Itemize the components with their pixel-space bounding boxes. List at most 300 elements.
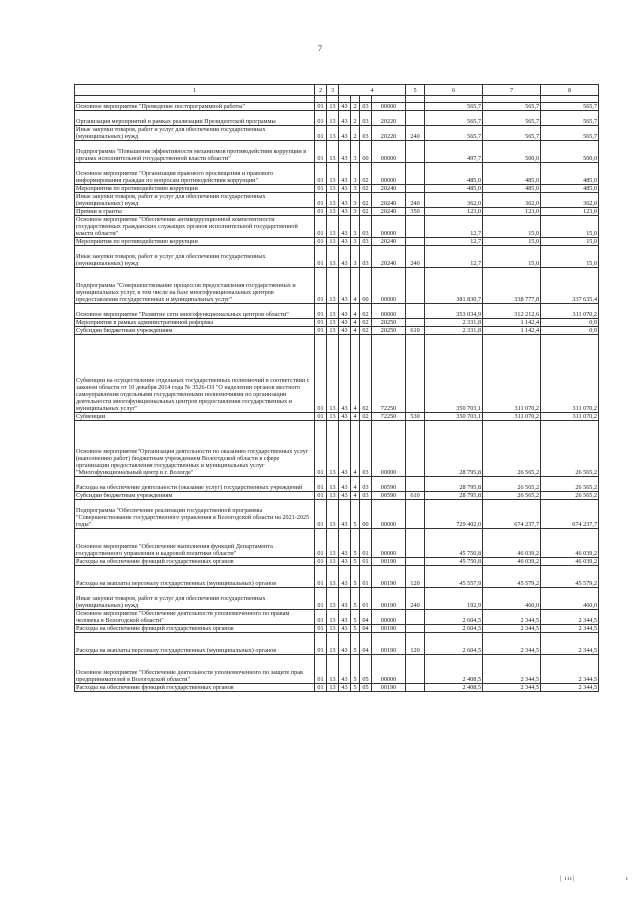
- value-2022-cell: 312 212,6: [483, 304, 541, 319]
- code-cell: 43: [339, 655, 351, 684]
- value-2023-cell: 460,0: [541, 588, 599, 610]
- value-2021-cell: 192,9: [425, 588, 483, 610]
- value-2023-cell: 26 565,2: [541, 421, 599, 477]
- value-2022-cell: 362,0: [483, 193, 541, 208]
- value-2023-cell: 2 344,5: [541, 655, 599, 684]
- value-2023-cell: 565,7: [541, 126, 599, 141]
- kvr-cell: 530: [406, 413, 425, 421]
- value-2021-cell: 45 750,8: [425, 558, 483, 566]
- code-cell: 03: [360, 103, 372, 111]
- value-2023-cell: 337 635,4: [541, 268, 599, 304]
- code-cell: 13: [327, 566, 339, 588]
- value-2023-cell: 2 344,5: [541, 684, 599, 692]
- value-2021-cell: 2 604,5: [425, 633, 483, 655]
- row-name-cell: Подпрограмма "Обеспечение реализации государственной программы "Совершенствование государственного управления в Вологодской области на 2021-2025 годы": [75, 500, 315, 529]
- value-2023-cell: 362,0: [541, 193, 599, 208]
- kvr-cell: 240: [406, 193, 425, 208]
- code-cell: 13: [327, 625, 339, 633]
- code-cell: 00: [360, 141, 372, 163]
- code-cell: 00190: [372, 558, 406, 566]
- value-2021-cell: 565,7: [425, 126, 483, 141]
- code-cell: 43: [339, 304, 351, 319]
- kvr-cell: 120: [406, 566, 425, 588]
- code-cell: 43: [339, 111, 351, 126]
- table-row: [75, 566, 599, 588]
- code-cell: 00190: [372, 566, 406, 588]
- code-cell: 13: [327, 558, 339, 566]
- code-cell: [360, 96, 372, 103]
- code-cell: [315, 96, 327, 103]
- code-cell: 43: [339, 319, 351, 327]
- code-cell: 02: [360, 208, 372, 216]
- code-cell: 72250: [372, 413, 406, 421]
- code-cell: 01: [315, 492, 327, 500]
- code-cell: 20240: [372, 193, 406, 208]
- code-cell: 02: [360, 163, 372, 185]
- code-cell: 01: [315, 304, 327, 319]
- code-cell: 04: [360, 633, 372, 655]
- code-cell: 43: [339, 335, 351, 413]
- code-cell: 00590: [372, 492, 406, 500]
- scan-mark: ı: [626, 876, 628, 882]
- value-2023-cell: 15,0: [541, 246, 599, 268]
- code-cell: 00000: [372, 421, 406, 477]
- value-2021-cell: 12,7: [425, 246, 483, 268]
- value-2022-cell: 338 777,8: [483, 268, 541, 304]
- code-cell: 43: [339, 610, 351, 625]
- value-2021-cell: 2 604,5: [425, 610, 483, 625]
- header-cell: 8: [541, 85, 599, 96]
- code-cell: 5: [351, 500, 360, 529]
- table-row: [75, 625, 599, 633]
- code-cell: 43: [339, 208, 351, 216]
- code-cell: 43: [339, 558, 351, 566]
- table-row: [75, 126, 599, 141]
- row-name-cell: Основное мероприятие "Обеспечение деятельности уполномоченного по защите прав предпринимателей в Вологодской области": [75, 655, 315, 684]
- kvr-cell: [406, 111, 425, 126]
- code-cell: 01: [315, 238, 327, 246]
- kvr-cell: [406, 655, 425, 684]
- value-2022-cell: 1 142,4: [483, 327, 541, 335]
- kvr-cell: 350: [406, 208, 425, 216]
- code-cell: 00000: [372, 655, 406, 684]
- code-cell: 43: [339, 477, 351, 492]
- code-cell: 03: [360, 126, 372, 141]
- code-cell: 03: [360, 238, 372, 246]
- value-2023-cell: 500,0: [541, 141, 599, 163]
- code-cell: 13: [327, 319, 339, 327]
- code-cell: 43: [339, 684, 351, 692]
- value-2023-cell: 485,0: [541, 185, 599, 193]
- table-row: [75, 268, 599, 304]
- code-cell: 01: [360, 588, 372, 610]
- budget-table: [74, 84, 599, 692]
- value-2021-cell: 729 402,0: [425, 500, 483, 529]
- code-cell: 43: [339, 566, 351, 588]
- value-2022-cell: 565,7: [483, 103, 541, 111]
- header-cell: 1: [75, 85, 315, 96]
- value-2023-cell: 46 039,2: [541, 558, 599, 566]
- value-2021-cell: [425, 96, 483, 103]
- code-cell: 13: [327, 246, 339, 268]
- code-cell: 13: [327, 238, 339, 246]
- row-name-cell: Подпрограмма "Повышение эффективности механизмов противодействия коррупции в органах исполнительной государственной власти области": [75, 141, 315, 163]
- code-cell: 13: [327, 208, 339, 216]
- code-cell: 03: [360, 111, 372, 126]
- code-cell: 43: [339, 588, 351, 610]
- kvr-cell: [406, 500, 425, 529]
- value-2023-cell: 26 565,2: [541, 477, 599, 492]
- kvr-cell: [406, 610, 425, 625]
- code-cell: 3: [351, 193, 360, 208]
- value-2022-cell: 485,0: [483, 185, 541, 193]
- row-name-cell: Премии и гранты: [75, 208, 315, 216]
- code-cell: 13: [327, 111, 339, 126]
- table-row: [75, 163, 599, 185]
- code-cell: 13: [327, 610, 339, 625]
- code-cell: 13: [327, 477, 339, 492]
- value-2022-cell: 674 237,7: [483, 500, 541, 529]
- code-cell: 3: [351, 141, 360, 163]
- code-cell: 00000: [372, 268, 406, 304]
- code-cell: 01: [315, 558, 327, 566]
- value-2021-cell: 353 034,9: [425, 304, 483, 319]
- row-name-cell: Подпрограмма "Совершенствование процессов предоставления государственных и муниципальных услуг, в том числе на базе многофункциональных центров предоставления государственных и муниципальных услуг": [75, 268, 315, 304]
- code-cell: 00000: [372, 163, 406, 185]
- code-cell: 5: [351, 566, 360, 588]
- value-2021-cell: 350 703,1: [425, 413, 483, 421]
- value-2023-cell: 311 070,2: [541, 304, 599, 319]
- code-cell: 01: [315, 655, 327, 684]
- kvr-cell: 610: [406, 327, 425, 335]
- code-cell: 13: [327, 126, 339, 141]
- table-row: [75, 216, 599, 238]
- value-2021-cell: 565,7: [425, 111, 483, 126]
- code-cell: 4: [351, 421, 360, 477]
- table-row: [75, 500, 599, 529]
- kvr-cell: [406, 625, 425, 633]
- row-name-cell: Основное мероприятие "Обеспечение антикоррупционной компетентности государственных гражданских служащих органов исполнительной государственной власти области": [75, 216, 315, 238]
- code-cell: 00590: [372, 477, 406, 492]
- code-cell: 2: [351, 111, 360, 126]
- table-row: [75, 141, 599, 163]
- code-cell: 13: [327, 304, 339, 319]
- value-2023-cell: 565,7: [541, 103, 599, 111]
- table-row: [75, 529, 599, 558]
- code-cell: 01: [315, 216, 327, 238]
- row-name-cell: Иные закупки товаров, работ и услуг для обеспечения государственных (муниципальных) нужд: [75, 246, 315, 268]
- row-name-cell: Основное мероприятие "Организация правового просвещения и правового информирования граждан по вопросам противодействия коррупции": [75, 163, 315, 185]
- code-cell: 13: [327, 327, 339, 335]
- value-2023-cell: 45 579,2: [541, 566, 599, 588]
- code-cell: 01: [315, 103, 327, 111]
- code-cell: 20220: [372, 126, 406, 141]
- code-cell: 20240: [372, 185, 406, 193]
- value-2023-cell: 15,0: [541, 216, 599, 238]
- code-cell: 01: [315, 588, 327, 610]
- code-cell: 43: [339, 633, 351, 655]
- code-cell: 01: [315, 319, 327, 327]
- value-2021-cell: 28 795,8: [425, 492, 483, 500]
- value-2023-cell: 15,0: [541, 238, 599, 246]
- code-cell: 43: [339, 141, 351, 163]
- value-2022-cell: 2 344,5: [483, 655, 541, 684]
- code-cell: 00190: [372, 684, 406, 692]
- value-2021-cell: 350 703,1: [425, 335, 483, 413]
- kvr-cell: 610: [406, 492, 425, 500]
- value-2021-cell: 28 795,8: [425, 477, 483, 492]
- table-row: [75, 684, 599, 692]
- value-2022-cell: 15,0: [483, 216, 541, 238]
- row-name-cell: Организация мероприятий в рамках реализации Президентской программы: [75, 111, 315, 126]
- row-name-cell: Основное мероприятие "Обеспечение деятельности уполномоченного по правам человека в Вологодской области": [75, 610, 315, 625]
- code-cell: 01: [315, 610, 327, 625]
- row-name-cell: Расходы на выплаты персоналу государственных (муниципальных) органов: [75, 633, 315, 655]
- code-cell: 01: [360, 558, 372, 566]
- code-cell: 3: [351, 216, 360, 238]
- row-name-cell: Субвенции на осуществление отдельных государственных полномочий в соответствии с законом области от 10 декабря 2014 года № 3526-ОЗ "О наделении органов местного самоуправления отдельными государственными полномочиями по организации деятельности многофункциональных центров предоставления государственных и муниципальных услуг": [75, 335, 315, 413]
- value-2023-cell: 0,0: [541, 319, 599, 327]
- table-row: [75, 492, 599, 500]
- code-cell: 20250: [372, 319, 406, 327]
- value-2021-cell: 485,0: [425, 163, 483, 185]
- value-2022-cell: 15,0: [483, 246, 541, 268]
- table-row: [75, 319, 599, 327]
- code-cell: 03: [360, 216, 372, 238]
- code-cell: 20240: [372, 238, 406, 246]
- row-name-cell: Мероприятия в рамках административной реформы: [75, 319, 315, 327]
- code-cell: 00000: [372, 304, 406, 319]
- value-2022-cell: 1 142,4: [483, 319, 541, 327]
- row-name-cell: Расходы на обеспечение функций государственных органов: [75, 625, 315, 633]
- code-cell: 5: [351, 558, 360, 566]
- table-row: [75, 558, 599, 566]
- code-cell: 5: [351, 529, 360, 558]
- code-cell: 5: [351, 610, 360, 625]
- table-row: [75, 335, 599, 413]
- code-cell: 02: [360, 413, 372, 421]
- value-2022-cell: 45 579,2: [483, 566, 541, 588]
- code-cell: 13: [327, 633, 339, 655]
- code-cell: 00000: [372, 529, 406, 558]
- value-2021-cell: 2 604,5: [425, 625, 483, 633]
- table-row: [75, 246, 599, 268]
- code-cell: 43: [339, 193, 351, 208]
- code-cell: 03: [360, 477, 372, 492]
- code-cell: 01: [315, 185, 327, 193]
- kvr-cell: [406, 684, 425, 692]
- code-cell: 43: [339, 126, 351, 141]
- code-cell: 3: [351, 238, 360, 246]
- code-cell: 00000: [372, 610, 406, 625]
- value-2022-cell: 2 344,5: [483, 684, 541, 692]
- table-row: [75, 477, 599, 492]
- code-cell: 01: [315, 413, 327, 421]
- kvr-cell: [406, 335, 425, 413]
- value-2023-cell: 311 070,2: [541, 413, 599, 421]
- table-row: [75, 588, 599, 610]
- code-cell: 3: [351, 163, 360, 185]
- code-cell: 01: [315, 529, 327, 558]
- code-cell: 01: [315, 335, 327, 413]
- code-cell: 01: [315, 141, 327, 163]
- code-cell: 5: [351, 684, 360, 692]
- table-row: [75, 238, 599, 246]
- value-2022-cell: 500,0: [483, 141, 541, 163]
- code-cell: 43: [339, 625, 351, 633]
- table-row: [75, 655, 599, 684]
- kvr-cell: [406, 216, 425, 238]
- table-row: [75, 193, 599, 208]
- code-cell: 00190: [372, 625, 406, 633]
- value-2021-cell: 2 408,5: [425, 684, 483, 692]
- value-2022-cell: 565,7: [483, 111, 541, 126]
- code-cell: 5: [351, 655, 360, 684]
- code-cell: 72250: [372, 335, 406, 413]
- value-2021-cell: 381 830,7: [425, 268, 483, 304]
- value-2021-cell: 12,7: [425, 238, 483, 246]
- code-cell: 4: [351, 268, 360, 304]
- code-cell: 02: [360, 327, 372, 335]
- row-name-cell: Иные закупки товаров, работ и услуг для обеспечения государственных (муниципальных) нужд: [75, 126, 315, 141]
- kvr-cell: [406, 319, 425, 327]
- code-cell: 02: [360, 185, 372, 193]
- code-cell: 13: [327, 413, 339, 421]
- table-row: [75, 185, 599, 193]
- table-row: [75, 413, 599, 421]
- value-2022-cell: 565,7: [483, 126, 541, 141]
- row-name-cell: Мероприятия по противодействию коррупции: [75, 238, 315, 246]
- code-cell: 13: [327, 655, 339, 684]
- value-2023-cell: 311 070,2: [541, 335, 599, 413]
- code-cell: 03: [360, 246, 372, 268]
- code-cell: 13: [327, 421, 339, 477]
- value-2021-cell: 45 557,9: [425, 566, 483, 588]
- code-cell: 13: [327, 684, 339, 692]
- kvr-cell: [406, 421, 425, 477]
- code-cell: 4: [351, 477, 360, 492]
- code-cell: 00190: [372, 633, 406, 655]
- kvr-cell: [406, 96, 425, 103]
- row-name-cell: Расходы на выплаты персоналу государственных (муниципальных) органов: [75, 566, 315, 588]
- value-2021-cell: 362,0: [425, 193, 483, 208]
- row-name-cell: Основное мероприятие "Проведение постпрограммной работы": [75, 103, 315, 111]
- page-number: 7: [318, 44, 322, 53]
- code-cell: 01: [315, 566, 327, 588]
- table-row: [75, 304, 599, 319]
- code-cell: 20240: [372, 208, 406, 216]
- code-cell: 43: [339, 238, 351, 246]
- code-cell: 3: [351, 208, 360, 216]
- value-2022-cell: 311 070,2: [483, 413, 541, 421]
- kvr-cell: 120: [406, 633, 425, 655]
- code-cell: 20240: [372, 246, 406, 268]
- code-cell: 43: [339, 103, 351, 111]
- value-2022-cell: 46 039,2: [483, 529, 541, 558]
- row-name-cell: Субсидии бюджетным учреждениям: [75, 327, 315, 335]
- code-cell: 4: [351, 319, 360, 327]
- table-header-row: [75, 85, 599, 96]
- code-cell: 3: [351, 185, 360, 193]
- code-cell: 13: [327, 335, 339, 413]
- value-2022-cell: [483, 96, 541, 103]
- value-2021-cell: 497,7: [425, 141, 483, 163]
- code-cell: 01: [360, 529, 372, 558]
- code-cell: 13: [327, 500, 339, 529]
- value-2021-cell: 2 331,8: [425, 319, 483, 327]
- code-cell: 13: [327, 529, 339, 558]
- code-cell: 00190: [372, 588, 406, 610]
- code-cell: 13: [327, 492, 339, 500]
- kvr-cell: [406, 477, 425, 492]
- code-cell: 00: [360, 500, 372, 529]
- value-2023-cell: 565,7: [541, 111, 599, 126]
- value-2021-cell: 2 331,8: [425, 327, 483, 335]
- header-cell: 5: [406, 85, 425, 96]
- table-row: [75, 111, 599, 126]
- code-cell: 3: [351, 246, 360, 268]
- code-cell: 43: [339, 246, 351, 268]
- code-cell: 00000: [372, 216, 406, 238]
- code-cell: 43: [339, 529, 351, 558]
- code-cell: 01: [315, 684, 327, 692]
- code-cell: 01: [315, 163, 327, 185]
- value-2023-cell: 26 565,2: [541, 492, 599, 500]
- code-cell: 01: [360, 566, 372, 588]
- row-name-cell: [75, 96, 315, 103]
- code-cell: 43: [339, 327, 351, 335]
- value-2023-cell: 123,0: [541, 208, 599, 216]
- value-2021-cell: 485,0: [425, 185, 483, 193]
- code-cell: 01: [315, 208, 327, 216]
- code-cell: 4: [351, 335, 360, 413]
- row-name-cell: Расходы на обеспечение деятельности (оказание услуг) государственных учреждений: [75, 477, 315, 492]
- value-2022-cell: 460,0: [483, 588, 541, 610]
- code-cell: 5: [351, 633, 360, 655]
- code-cell: 02: [360, 304, 372, 319]
- value-2023-cell: 46 039,2: [541, 529, 599, 558]
- value-2021-cell: 123,0: [425, 208, 483, 216]
- header-cell: 2: [315, 85, 327, 96]
- row-name-cell: Основное мероприятие"Организация деятельности по оказанию государственных услуг (выполнению работ) бюджетным учреждением Вологодской области в сфере организации предоставления государственных и муниципальных услуг "Многофункциональный центр в г. Вологде": [75, 421, 315, 477]
- code-cell: 2: [351, 126, 360, 141]
- code-cell: 01: [315, 500, 327, 529]
- scan-mark: | ııı|: [560, 876, 575, 882]
- value-2021-cell: 2 408,5: [425, 655, 483, 684]
- code-cell: 01: [315, 625, 327, 633]
- value-2022-cell: 311 070,2: [483, 335, 541, 413]
- table-row: [75, 208, 599, 216]
- code-cell: 2: [351, 103, 360, 111]
- value-2023-cell: 2 344,5: [541, 610, 599, 625]
- code-cell: 43: [339, 268, 351, 304]
- code-cell: 13: [327, 216, 339, 238]
- code-cell: 13: [327, 163, 339, 185]
- table-row: [75, 327, 599, 335]
- code-cell: [351, 96, 360, 103]
- code-cell: 43: [339, 413, 351, 421]
- code-cell: 03: [360, 492, 372, 500]
- value-2023-cell: 485,0: [541, 163, 599, 185]
- value-2022-cell: 15,0: [483, 238, 541, 246]
- value-2023-cell: 2 344,5: [541, 633, 599, 655]
- code-cell: 13: [327, 268, 339, 304]
- table-row: [75, 421, 599, 477]
- code-cell: 01: [315, 126, 327, 141]
- code-cell: 02: [360, 319, 372, 327]
- value-2023-cell: 674 237,7: [541, 500, 599, 529]
- value-2022-cell: 2 344,5: [483, 625, 541, 633]
